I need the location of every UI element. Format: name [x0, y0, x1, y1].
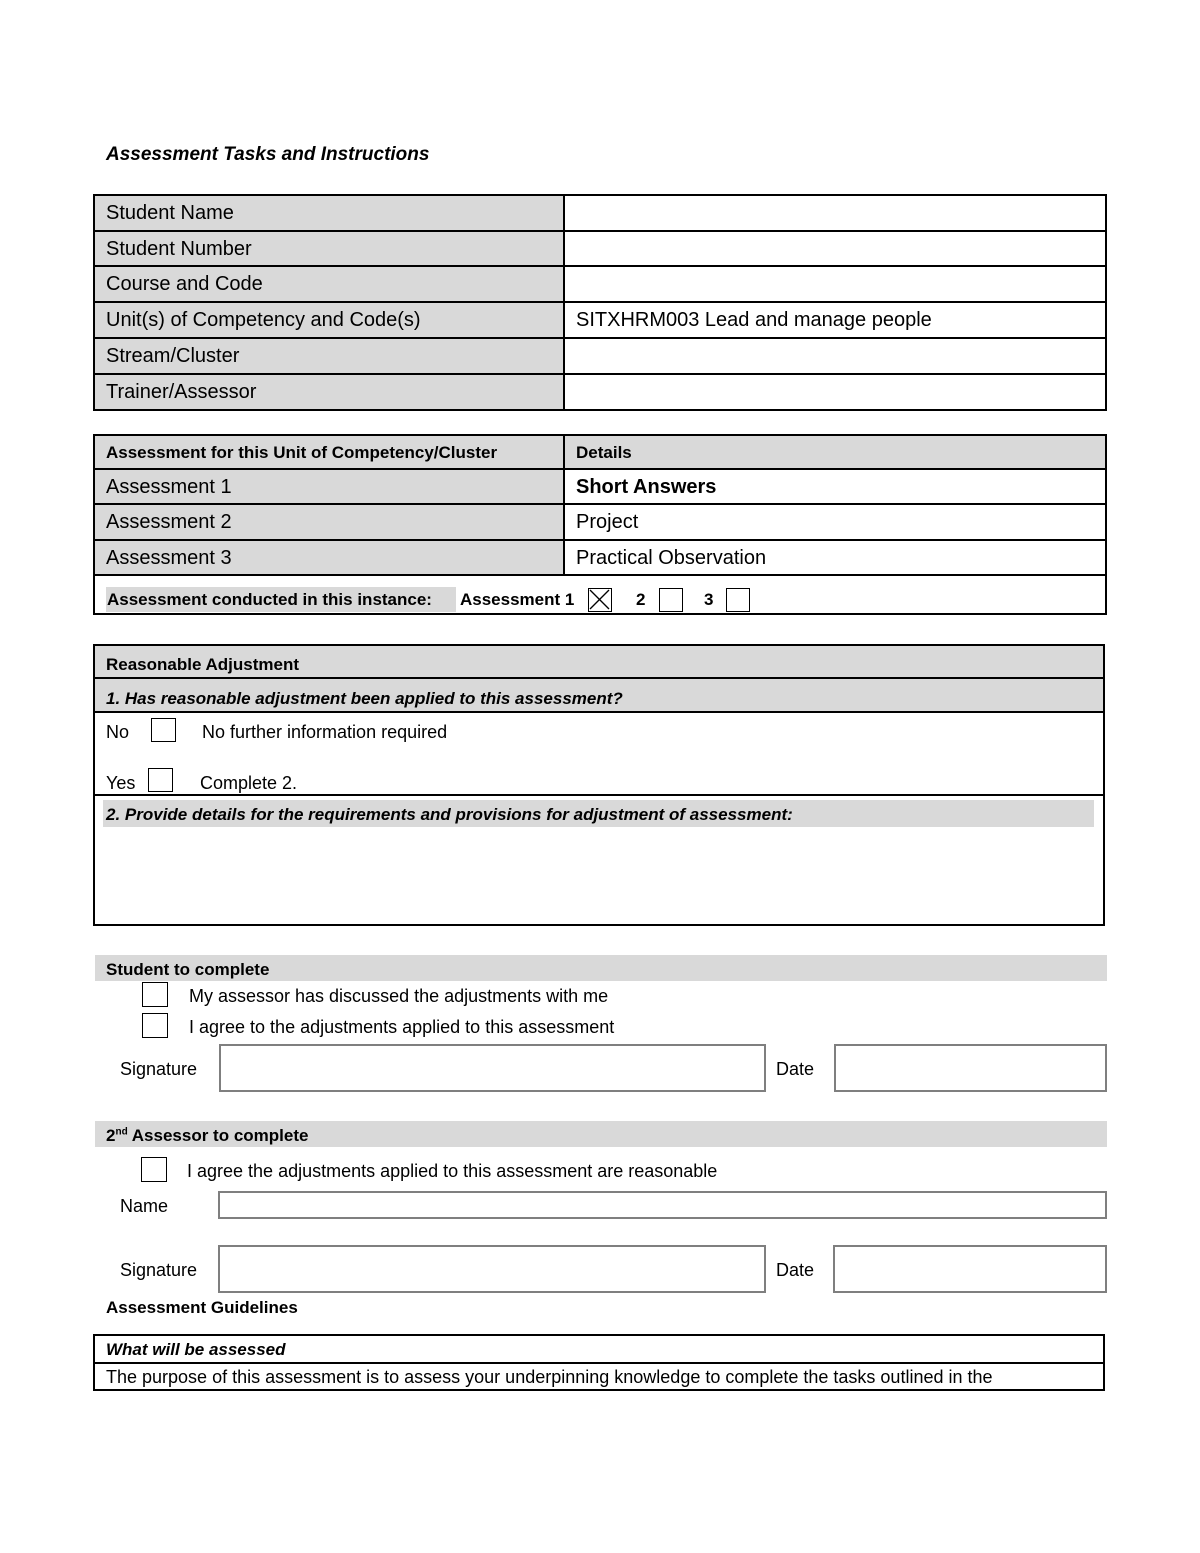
assessment-header-label: Assessment for this Unit of Competency/Cluster: [94, 435, 564, 469]
conducted-label: Assessment conducted in this instance:: [107, 590, 432, 609]
assessor-complete-heading: [106, 1126, 308, 1146]
option-3-label: 3: [704, 590, 714, 609]
student-signature-field[interactable]: [219, 1044, 766, 1092]
divider: [93, 794, 1105, 796]
no-checkbox[interactable]: [151, 718, 176, 742]
student-info-table: [93, 194, 1107, 411]
details-header-label: Details: [564, 435, 1106, 469]
discussed-label: My assessor has discussed the adjustments with me: [189, 986, 609, 1006]
student-number-field[interactable]: [564, 231, 1106, 266]
assessment-2-checkbox[interactable]: [659, 588, 683, 612]
table-row: [94, 266, 1106, 302]
table-row: [94, 469, 1106, 504]
trainer-assessor-field[interactable]: [564, 374, 1106, 410]
table-row: [94, 435, 1106, 469]
page-title: Assessment Tasks and Instructions: [106, 144, 430, 165]
trainer-assessor-label: Trainer/Assessor: [94, 374, 564, 410]
discussed-checkbox[interactable]: [142, 982, 168, 1007]
agree-checkbox[interactable]: [142, 1013, 168, 1038]
yes-label: Yes: [106, 773, 136, 793]
assessor-signature-label: Signature: [120, 1260, 198, 1280]
ra-question-1: 1. Has reasonable adjustment been applied to this assessment?: [106, 689, 623, 708]
student-date-field[interactable]: [834, 1044, 1107, 1092]
student-name-label: Student Name: [94, 195, 564, 231]
no-note: No further information required: [202, 722, 448, 742]
stream-cluster-field[interactable]: [564, 338, 1106, 374]
unit-competency-field[interactable]: SITXHRM003 Lead and manage people: [564, 302, 1106, 338]
assessment-3-checkbox[interactable]: [726, 588, 750, 612]
student-name-field[interactable]: [564, 195, 1106, 231]
guidelines-heading: Assessment Guidelines: [106, 1298, 298, 1317]
assessor-date-field[interactable]: [833, 1245, 1107, 1293]
assessment-1-label: Assessment 1: [94, 469, 564, 504]
conducted-prefix: Assessment 1: [460, 590, 575, 609]
ordinal-suffix: nd: [115, 1126, 128, 1138]
what-assessed-text: The purpose of this assessment is to assess your underpinning knowledge to complete the tasks outlined in the: [106, 1367, 993, 1387]
assessor-signature-field[interactable]: [218, 1245, 766, 1293]
table-row: [94, 338, 1106, 374]
what-assessed-heading: What will be assessed: [106, 1340, 286, 1359]
assessment-1-detail: Short Answers: [564, 469, 1106, 504]
assessment-2-label: Assessment 2: [94, 504, 564, 540]
student-complete-heading: Student to complete: [106, 960, 270, 979]
assessment-1-checkbox[interactable]: [588, 588, 612, 612]
table-row: [94, 302, 1106, 338]
stream-cluster-label: Stream/Cluster: [94, 338, 564, 374]
assessment-2-detail: Project: [564, 504, 1106, 540]
option-2-label: 2: [636, 590, 646, 609]
ordinal-number: 2: [106, 1126, 116, 1145]
student-date-label: Date: [776, 1059, 815, 1079]
ra-question-2: 2. Provide details for the requirements and provisions for adjustment of assessment:: [106, 805, 793, 824]
yes-note: Complete 2.: [200, 773, 298, 793]
table-row: [94, 231, 1106, 266]
assessor-name-field[interactable]: [218, 1191, 1107, 1219]
assessor-agree-label: I agree the adjustments applied to this assessment are reasonable: [187, 1161, 718, 1181]
unit-competency-label: Unit(s) of Competency and Code(s): [94, 302, 564, 338]
assessment-3-label: Assessment 3: [94, 540, 564, 575]
ra-heading: Reasonable Adjustment: [106, 655, 300, 674]
assessor-heading-text: Assessor to complete: [127, 1126, 309, 1145]
no-label: No: [106, 722, 130, 742]
table-row: [94, 374, 1106, 410]
student-signature-label: Signature: [120, 1059, 198, 1079]
student-number-label: Student Number: [94, 231, 564, 266]
table-row: [94, 540, 1106, 575]
course-code-label: Course and Code: [94, 266, 564, 302]
assessor-agree-checkbox[interactable]: [141, 1157, 167, 1182]
yes-checkbox[interactable]: [148, 768, 173, 792]
checked-x-icon: [589, 589, 610, 610]
agree-label: I agree to the adjustments applied to this assessment: [189, 1017, 615, 1037]
divider: [93, 711, 1105, 713]
table-row: [94, 504, 1106, 540]
table-row: [94, 195, 1106, 231]
assessment-3-detail: Practical Observation: [564, 540, 1106, 575]
assessor-date-label: Date: [776, 1260, 815, 1280]
divider: [93, 1362, 1105, 1364]
course-code-field[interactable]: [564, 266, 1106, 302]
assessor-name-label: Name: [120, 1196, 169, 1216]
